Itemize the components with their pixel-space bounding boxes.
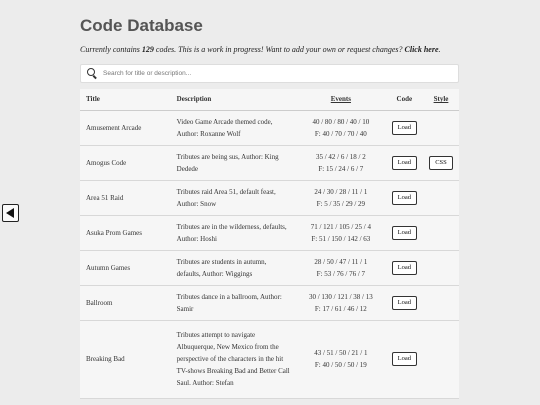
page-subtitle: Currently contains 129 codes. This is a work in progress! Want to add your own or request changes? Click here. <box>80 45 441 54</box>
row-style <box>423 285 459 320</box>
table-row <box>80 110 459 145</box>
load-button[interactable]: Load <box>392 156 417 170</box>
search-bar[interactable] <box>80 64 459 83</box>
table-row <box>80 285 459 320</box>
back-button[interactable] <box>2 204 19 222</box>
row-style <box>423 110 459 145</box>
row-description: Tributes dance in a ballroom, Author: Samir <box>171 285 296 320</box>
header-events[interactable]: Events <box>296 89 386 110</box>
search-input[interactable] <box>103 70 443 77</box>
table-row <box>80 320 459 398</box>
load-button[interactable]: Load <box>392 226 417 240</box>
page-title: Code Database <box>80 16 203 35</box>
table-row <box>80 215 459 250</box>
row-description: Tributes are in the wilderness, defaults, Author: Hoshi <box>171 215 296 250</box>
row-events: 28 / 50 / 47 / 11 / 1 F: 53 / 76 / 76 / 7 <box>296 250 386 285</box>
header-title: Title <box>80 89 171 110</box>
row-style <box>423 320 459 398</box>
table-header-row <box>80 89 459 110</box>
row-events: 40 / 80 / 80 / 40 / 10 F: 40 / 70 / 70 / 40 <box>296 110 386 145</box>
table-row <box>80 250 459 285</box>
row-description: Tributes are students in autumn, defaults, Author: Wiggings <box>171 250 296 285</box>
load-button[interactable]: Load <box>392 352 417 366</box>
code-table <box>80 89 459 399</box>
row-title: Breaking Bad <box>80 320 171 398</box>
row-style <box>423 215 459 250</box>
row-events: 24 / 30 / 28 / 11 / 1 F: 5 / 35 / 29 / 29 <box>296 180 386 215</box>
load-button[interactable]: Load <box>392 296 417 310</box>
row-description: Tributes attempt to navigate Albuquerque, New Mexico from the perspective of the characters in the hit TV-shows Breaking Bad and Better Call Saul. Author: Stefan <box>171 320 296 398</box>
table-row <box>80 180 459 215</box>
request-changes-link[interactable]: Click here <box>404 45 439 54</box>
header-code: Code <box>386 89 423 110</box>
row-description: Video Game Arcade themed code, Author: Roxanne Wolf <box>171 110 296 145</box>
row-style <box>423 250 459 285</box>
row-events: 30 / 130 / 121 / 38 / 13 F: 17 / 61 / 46 / 12 <box>296 285 386 320</box>
row-style <box>423 180 459 215</box>
row-events: 43 / 51 / 50 / 21 / 1 F: 40 / 50 / 50 / 19 <box>296 320 386 398</box>
code-count: 129 <box>141 45 154 54</box>
row-title: Area 51 Raid <box>80 180 171 215</box>
header-description: Description <box>171 89 296 110</box>
load-button[interactable]: Load <box>392 121 417 135</box>
row-description: Tributes are being sus, Author: King Dedede <box>171 145 296 180</box>
row-events: 35 / 42 / 6 / 18 / 2 F: 15 / 24 / 6 / 7 <box>296 145 386 180</box>
table-row <box>80 145 459 180</box>
search-icon <box>87 68 98 79</box>
left-arrow-icon <box>6 208 14 218</box>
header-style[interactable]: Style <box>423 89 459 110</box>
row-events: 71 / 121 / 105 / 25 / 4 F: 51 / 150 / 142 / 63 <box>296 215 386 250</box>
row-title: Amusement Arcade <box>80 110 171 145</box>
load-button[interactable]: Load <box>392 261 417 275</box>
css-button[interactable]: CSS <box>429 156 453 170</box>
row-title: Ballroom <box>80 285 171 320</box>
row-title: Amogus Code <box>80 145 171 180</box>
load-button[interactable]: Load <box>392 191 417 205</box>
row-title: Asuka Prom Games <box>80 215 171 250</box>
row-description: Tributes raid Area 51, default feast, Author: Snow <box>171 180 296 215</box>
row-title: Autumn Games <box>80 250 171 285</box>
